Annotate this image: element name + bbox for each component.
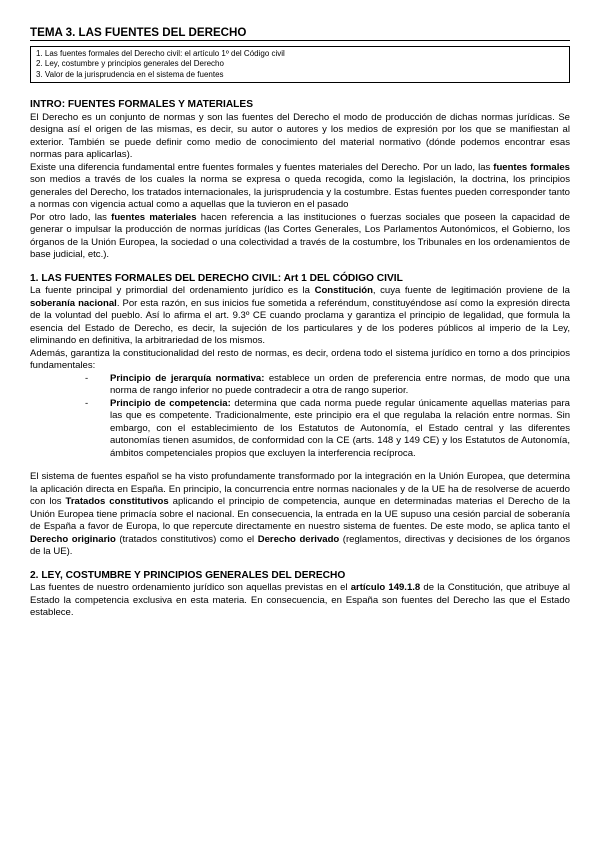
principle-text: determina que cada norma puede regular únicamente aquellas materias para las que es competente. Tradicionalmente, este principio era el que regulaba la relación entre normas. Sin embargo, con el establecimiento de los Estatutos de Autonomía, el Estado central y las diferentes autonomías tienen asumidos, de conformidad con la CE (arts. 148 y 149 CE) y los Estatutos de Autonomía, ámbitos competenciales propios que excluyen la interferencia recíproca. [110,397,570,459]
list-item [95,398,570,461]
text-run: . Por esta razón, en sus inicios fue sometida a referéndum, constituyéndose así como la expresión directa de la voluntad del pueblo. Así lo afirma el art. 9.3º CE cuando proclama y garantiza el principio de legalidad, que formula la esencia del Estado de Derecho, es decir, la sujeción de los particulares y de los poderes públicos al imperio de la Ley, eliminando en definitiva, la arbitrariedad de los mismos. [30,297,570,347]
text-run: aplicando el principio de competencia, aunque en determinadas materias el Derecho de la Unión Europea tiene primacía sobre el nacional. En consecuencia, la entrada en la UE supuso una cesión parcial de soberanía de España a favor de Europa, lo que repercute directamente en nuestro sistema de fuentes. De este modo, se aplica tanto el [30,496,570,533]
intro-paragraph-3 [30,212,570,262]
text-run: (tratados constitutivos) como el [115,533,258,545]
section-1-heading: 1. LAS FUENTES FORMALES DEL DERECHO CIVIL: Art 1 DEL CÓDIGO CIVIL [30,272,403,284]
text-run: Existe una diferencia fundamental entre fuentes formales y fuentes materiales del Derecho. Por un lado, las [30,161,494,173]
toc-item: 1. Las fuentes formales del Derecho civil: el artículo 1º del Código civil [36,49,285,58]
text-run: Por otro lado, las [30,211,112,223]
document-title: TEMA 3. LAS FUENTES DEL DERECHO [30,26,570,41]
section-1-paragraph-3 [30,471,570,559]
section-1 [30,273,570,559]
principle-label: Principio de competencia: [110,397,231,409]
section-2-heading: 2. LEY, COSTUMBRE Y PRINCIPIOS GENERALES DEL DERECHO [30,569,346,581]
bold-term: Tratados constitutivos [65,496,169,508]
bold-term: soberanía nacional [30,297,117,309]
toc-item: 2. Ley, costumbre y principios generales del Derecho [36,59,224,69]
principle-text: establece un orden de preferencia entre normas, de modo que una norma de rango inferior no puede contradecir a otra de rango superior. [110,372,570,397]
list-item [95,373,570,398]
text-run: El sistema de fuentes español se ha visto profundamente transformado por la integración en la Unión Europea, que determina la aplicación directa en España. En principio, la concurrencia entre normas nacionales y de la UE ha de resolverse de acuerdo con los [30,471,570,508]
text-run: de la Constitución, que atribuye al Estado la competencia exclusiva en esta materia. En consecuencia, en España son fuentes del Derecho las que el Estado establece. [30,582,570,619]
bold-term: Constitución [314,285,373,297]
principle-label: Principio de jerarquía normativa: [110,372,265,384]
intro-paragraph-1: El Derecho es un conjunto de normas y son las fuentes del Derecho el modo de producción de dichas normas jurídicas. Se designa así el origen de las mismas, es decir, su autor o autores y los medios de expresión por los que se manifiestan al exterior. También se puede definir como medio de conocimiento del material normativo (dónde podemos encontrar esas normas para aplicarlas). [30,111,570,161]
text-run: , cuya fuente de legitimación proviene de la [372,285,570,297]
text-run: son medios a través de los cuales la norma se expresa o queda recogida, como la legislación, la doctrina, los principios generales del Derecho, los tratados internacionales, la jurisprudencia y la costumbre. Estas fuentes pueden corresponder tanto a normas con vigencia actual como a aquellas que la tuvieron en el pasado [30,174,570,211]
text-run: Las fuentes de nuestro ordenamiento jurídico son aquellas previstas en el [30,582,351,594]
section-1-paragraph-2: Además, garantiza la constitucionalidad del resto de normas, es decir, ordena todo el sistema jurídico en torno a dos principios fundamentales: [30,347,570,372]
text-run: hacen referencia a las instituciones o fuerzas sociales que poseen la capacidad de generar o impulsar la producción de normas jurídicas (las Cortes Generales, Los Parlamentos Autonómicos, el Gobierno, los órganos de la Unión Europea, la sociedad o una colectividad a través de la costumbre, los Tribunales en los ordenamientos de base judicial, etc.). [30,211,570,261]
bold-term: Derecho originario [30,533,116,545]
text-run: La fuente principal y primordial del ordenamiento jurídico es la [30,285,315,297]
intro-heading: INTRO: FUENTES FORMALES Y MATERIALES [30,99,253,111]
bold-term: Derecho derivado [257,533,340,545]
bold-term: fuentes formales [493,161,570,173]
section-2-paragraph-1 [30,582,570,620]
intro-section [30,99,570,262]
bold-term: fuentes materiales [111,211,197,223]
section-2 [30,570,570,620]
bold-term: artículo 149.1.8 [350,582,421,594]
intro-paragraph-2 [30,162,570,212]
toc-item: 3. Valor de la jurisprudencia en el sistema de fuentes [36,69,224,79]
text-run: (reglamentos, directivas y decisiones de los órganos de la UE). [30,533,570,558]
principles-list [30,373,570,461]
table-of-contents [30,46,570,83]
section-1-paragraph-1 [30,285,570,348]
